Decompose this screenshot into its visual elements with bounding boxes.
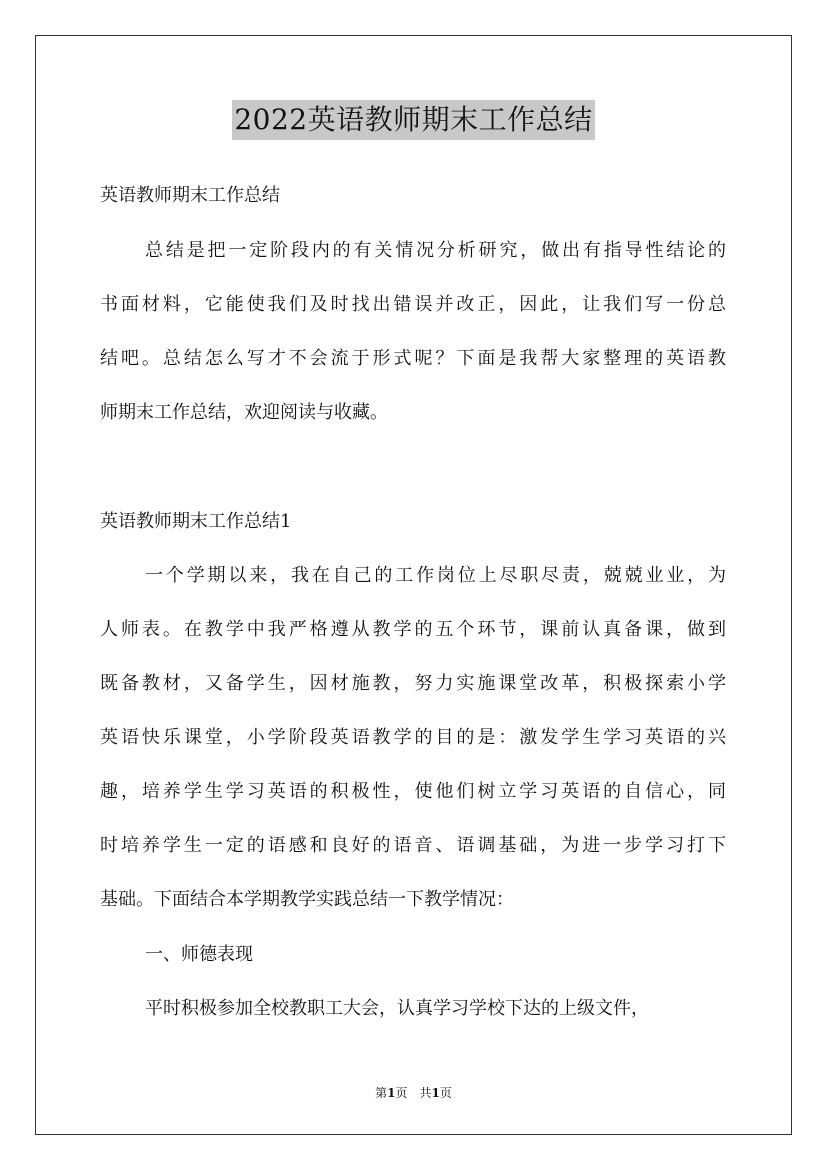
document-subtitle: 英语教师期末工作总结 <box>100 185 280 206</box>
footer-label-3: 页 <box>439 1086 452 1100</box>
section-line-1: 一个学期以来，我在自己的工作岗位上尽职尽责，兢兢业业，为 <box>145 565 726 586</box>
section-line-6: 时培养学生一定的语感和良好的语音、语调基础，为进一步学习打下 <box>100 835 726 856</box>
section-line-5: 趣，培养学生学习英语的积极性，使他们树立学习英语的自信心，同 <box>100 781 726 802</box>
intro-line-4: 师期末工作总结，欢迎阅读与收藏。 <box>100 402 388 423</box>
section-line-7: 基础。下面结合本学期教学实践总结一下教学情况： <box>100 889 514 910</box>
subheading: 一、师德表现 <box>145 944 253 965</box>
section-line-3: 既备教材，又备学生，因材施教，努力实施课堂改革，积极探索小学 <box>100 673 726 694</box>
intro-line-3: 结吧。总结怎么写才不会流于形式呢？下面是我帮大家整理的英语教 <box>100 348 726 369</box>
page-footer <box>0 1084 827 1101</box>
intro-line-1: 总结是把一定阶段内的有关情况分析研究，做出有指导性结论的 <box>145 240 726 261</box>
section-line-2: 人师表。在教学中我严格遵从教学的五个环节，课前认真备课，做到 <box>100 619 726 640</box>
document-title: 2022英语教师期末工作总结 <box>232 100 594 140</box>
section-heading: 英语教师期末工作总结1 <box>100 511 292 532</box>
last-line: 平时积极参加全校教职工大会，认真学习学校下达的上级文件， <box>145 998 649 1019</box>
footer-total-pages: 1 <box>431 1086 440 1100</box>
footer-label-2: 页 共 <box>395 1086 432 1100</box>
intro-line-2: 书面材料，它能使我们及时找出错误并改正，因此，让我们写一份总 <box>100 294 726 315</box>
footer-page-number: 1 <box>387 1086 396 1100</box>
section-line-4: 英语快乐课堂，小学阶段英语教学的目的是：激发学生学习英语的兴 <box>100 727 726 748</box>
footer-label-1: 第 <box>375 1086 388 1100</box>
